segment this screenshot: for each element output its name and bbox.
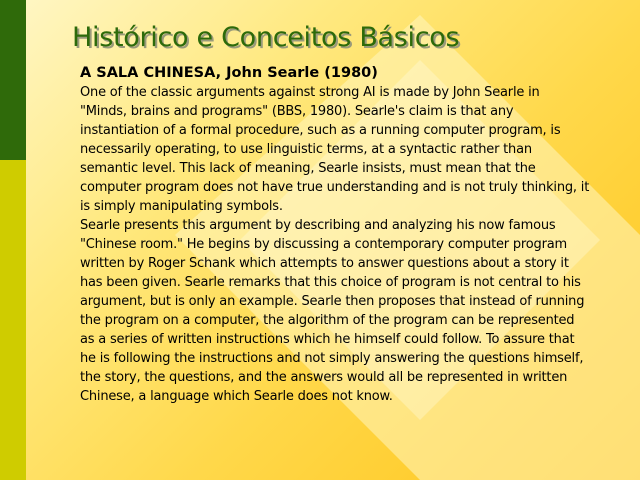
paragraph-1: One of the classic arguments against strong AI is made by John Searle in "Minds, brains and programs" (BBS, 1980). Searle's claim is that any instantiation of a formal procedure, such as a running computer program, is necessarily operating, to use linguistic terms, at a syntactic rather than semantic level. This lack of meaning, Searle insists, must mean that the computer program does not have true understanding and is not truly thinking, it is simply manipulating symbols. — [80, 85, 590, 214]
section-heading: A SALA CHINESA, John Searle (1980) — [80, 65, 378, 81]
paragraph-2: Searle presents this argument by describing and analyzing his now famous "Chinese room." He begins by discussing a contemporary computer program written by Roger Schank which attempts to answer questions about a story it has been given. Searle remarks that this choice of program is not central to his argument, but is only an example. Searle then proposes that instead of running the program on a computer, the algorithm of the program can be represented as a series of written instructions which he himself could follow. To assure that he is following the instructions and not simply answering the questions himself, the story, the questions, and the answers would all be represented in written Chinese, a language which Searle does not know. — [80, 218, 585, 404]
slide-content — [80, 64, 590, 406]
slide-title: Histórico e Conceitos Básicos — [72, 22, 460, 53]
